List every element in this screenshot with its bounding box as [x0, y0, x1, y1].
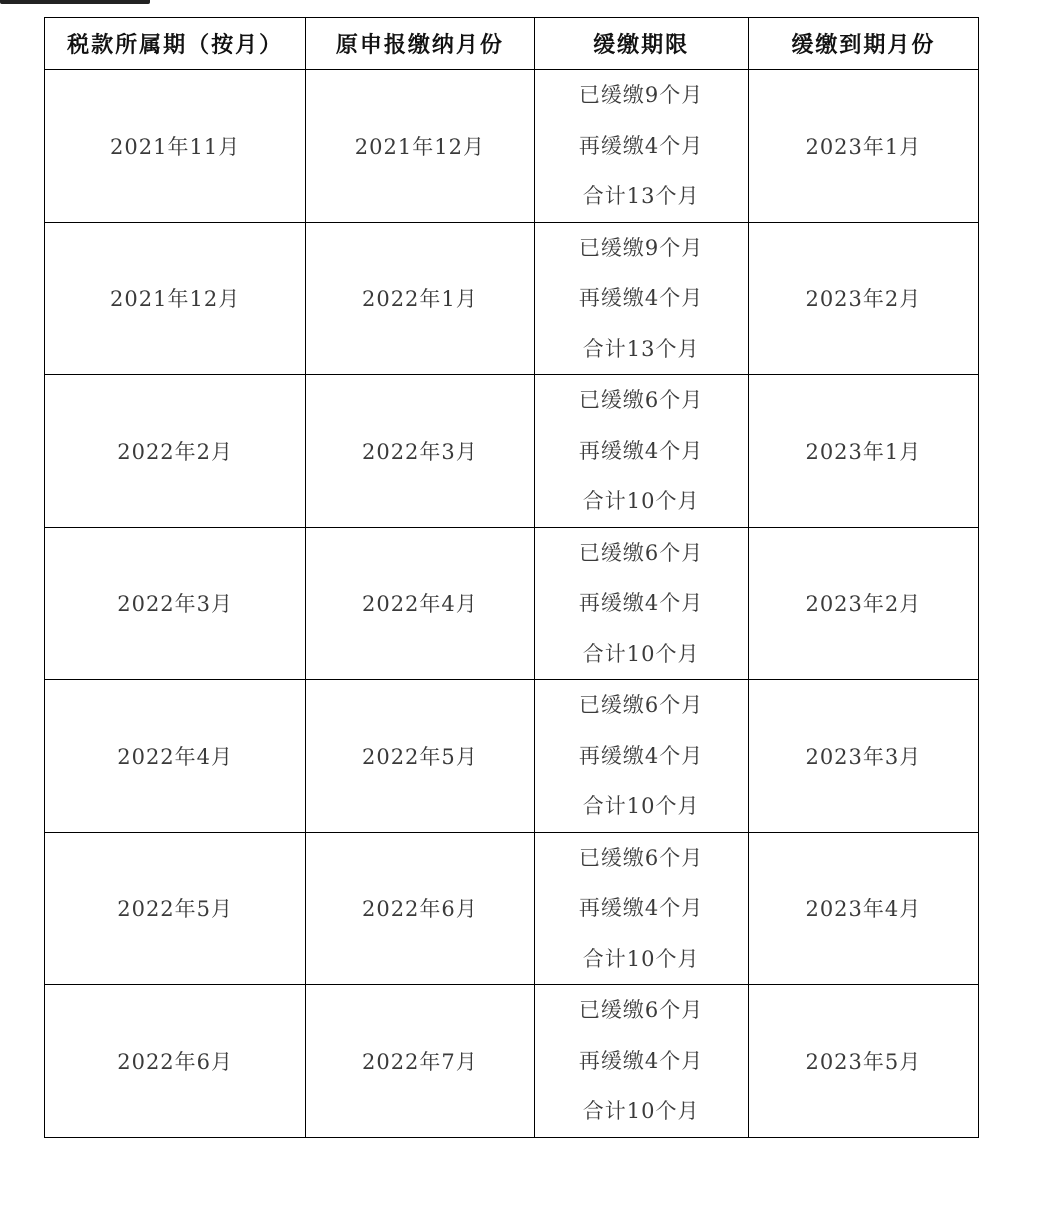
- term-total: 合计10个月: [582, 946, 700, 971]
- term-further-deferred: 再缓缴4个月: [578, 743, 704, 768]
- term-total: 合计10个月: [582, 489, 700, 513]
- cell-due-month: 2023年4月: [748, 832, 978, 985]
- term-total: 合计10个月: [582, 1099, 700, 1123]
- cell-due-month: 2023年2月: [748, 222, 978, 375]
- table-row: [45, 832, 979, 985]
- cell-due-month: 2023年3月: [748, 680, 978, 833]
- cell-original-month: 2022年1月: [306, 222, 534, 375]
- term-total: 合计10个月: [582, 794, 700, 818]
- table-row: [45, 70, 979, 223]
- cell-due-month: 2023年5月: [748, 985, 978, 1138]
- cell-deferral-term: [534, 832, 748, 985]
- tax-deferral-table: [44, 17, 979, 1138]
- cell-tax-period: 2022年6月: [45, 985, 306, 1138]
- term-already-deferred: 已缓缴6个月: [578, 845, 704, 870]
- cell-due-month: 2023年1月: [748, 70, 978, 223]
- cell-original-month: 2021年12月: [306, 70, 534, 223]
- cell-original-month: 2022年5月: [306, 680, 534, 833]
- term-already-deferred: 已缓缴9个月: [578, 235, 704, 260]
- term-further-deferred: 再缓缴4个月: [578, 1048, 704, 1073]
- header-original-month: 原申报缴纳月份: [306, 18, 534, 70]
- cell-original-month: 2022年7月: [306, 985, 534, 1138]
- clipped-text-remnant: [0, 0, 160, 6]
- term-further-deferred: 再缓缴4个月: [578, 591, 704, 615]
- term-total: 合计13个月: [582, 336, 700, 361]
- header-due-month: 缓缴到期月份: [748, 18, 978, 70]
- term-total: 合计13个月: [582, 184, 700, 208]
- cell-deferral-term: [534, 70, 748, 223]
- header-deferral-term: 缓缴期限: [534, 18, 748, 70]
- cell-due-month: 2023年2月: [748, 527, 978, 680]
- header-tax-period: 税款所属期（按月）: [45, 18, 306, 70]
- cell-tax-period: 2021年12月: [45, 222, 306, 375]
- term-already-deferred: 已缓缴6个月: [578, 388, 704, 412]
- cell-due-month: 2023年1月: [748, 375, 978, 528]
- term-already-deferred: 已缓缴9个月: [578, 83, 704, 107]
- term-already-deferred: 已缓缴6个月: [578, 693, 704, 717]
- cell-deferral-term: [534, 985, 748, 1138]
- table-row: [45, 985, 979, 1138]
- table-row: [45, 680, 979, 833]
- cell-tax-period: 2021年11月: [45, 70, 306, 223]
- cell-deferral-term: [534, 680, 748, 833]
- table-row: [45, 527, 979, 680]
- cell-tax-period: 2022年4月: [45, 680, 306, 833]
- cell-tax-period: 2022年2月: [45, 375, 306, 528]
- term-further-deferred: 再缓缴4个月: [578, 438, 704, 463]
- term-further-deferred: 再缓缴4个月: [578, 286, 704, 310]
- term-already-deferred: 已缓缴6个月: [578, 998, 704, 1022]
- cell-deferral-term: [534, 375, 748, 528]
- table-header-row: [45, 18, 979, 70]
- cell-original-month: 2022年3月: [306, 375, 534, 528]
- term-total: 合计10个月: [582, 641, 700, 666]
- term-already-deferred: 已缓缴6个月: [578, 540, 704, 565]
- table-row: [45, 375, 979, 528]
- cell-original-month: 2022年4月: [306, 527, 534, 680]
- cell-original-month: 2022年6月: [306, 832, 534, 985]
- cell-deferral-term: [534, 527, 748, 680]
- cell-tax-period: 2022年5月: [45, 832, 306, 985]
- table-row: [45, 222, 979, 375]
- term-further-deferred: 再缓缴4个月: [578, 133, 704, 158]
- term-further-deferred: 再缓缴4个月: [578, 896, 704, 920]
- cell-deferral-term: [534, 222, 748, 375]
- cell-tax-period: 2022年3月: [45, 527, 306, 680]
